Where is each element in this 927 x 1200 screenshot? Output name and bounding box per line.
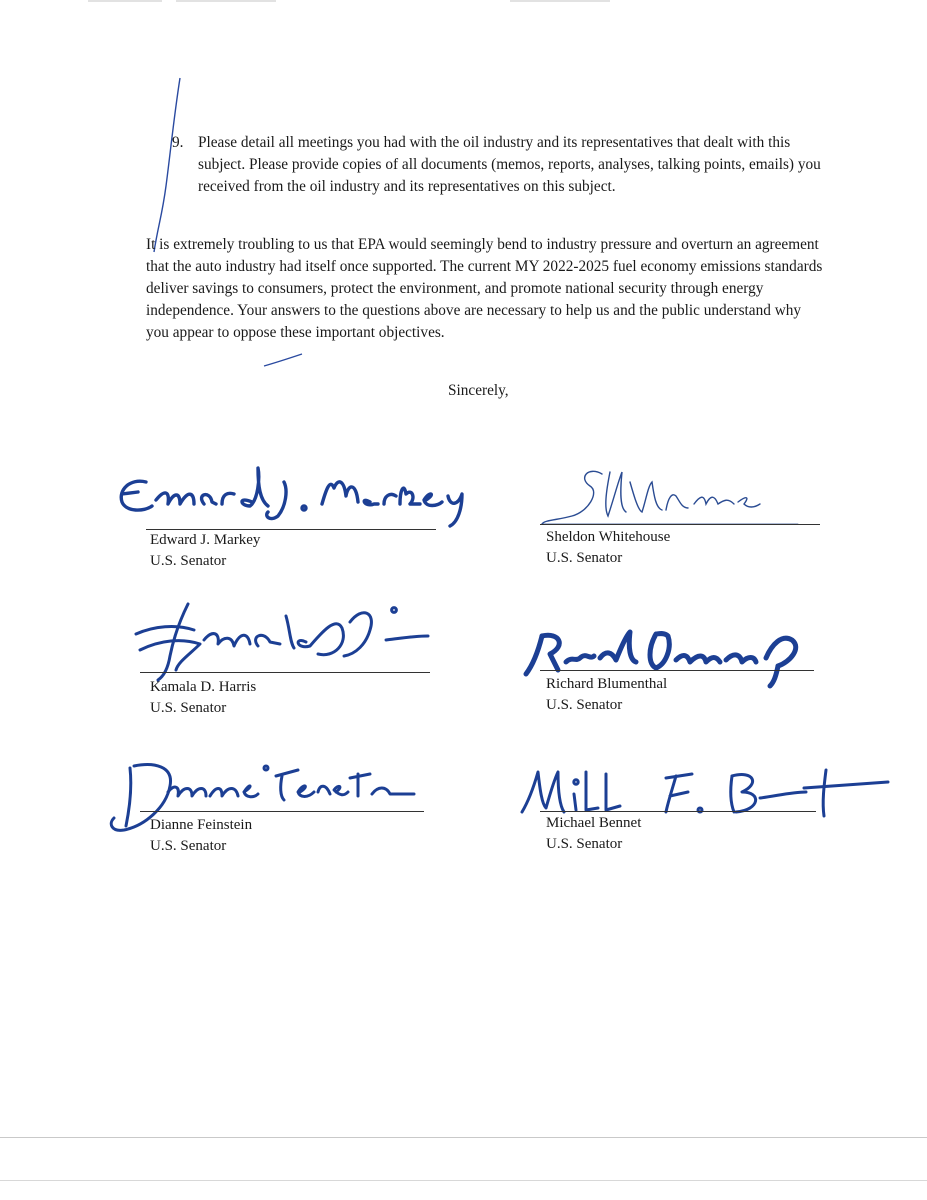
closing-salutation: Sincerely, xyxy=(448,382,509,399)
question-item-9 xyxy=(172,132,832,198)
signatory-title: U.S. Senator xyxy=(150,553,227,569)
body-paragraph: It is extremely troubling to us that EPA would seemingly bend to industry pressure and overturn an agreement that the auto industry had itself once supported. The current MY 2022-2025 fuel economy emissions standards deliver savings to consumers, protect the environment, and promote national security through energy independence. Your answers to the questions above are necessary to help us and the public understand why you appear to oppose these important objectives. xyxy=(146,236,823,341)
signatory-name: Michael Bennet xyxy=(546,815,642,831)
signatory-title: U.S. Senator xyxy=(150,838,227,854)
scan-bottom-edge xyxy=(0,1180,927,1181)
signature-line xyxy=(146,529,436,530)
signatory-name: Richard Blumenthal xyxy=(546,676,668,692)
item-text: Please detail all meetings you had with the oil industry and its representatives that dealt with this subject. Please provide copies of all documents (memos, reports, analyses, talking points, emails) you received from the oil industry and its representatives on this subject. xyxy=(198,134,821,195)
signature-line xyxy=(140,811,424,812)
scan-bottom-edge xyxy=(0,1137,927,1138)
signature-line xyxy=(540,811,816,812)
signature-whitehouse xyxy=(538,452,798,532)
signature-line xyxy=(540,670,814,671)
signatory-title: U.S. Senator xyxy=(546,836,623,852)
signatory-name: Edward J. Markey xyxy=(150,532,261,548)
item-number: 9. xyxy=(172,134,184,151)
scan-artifact xyxy=(176,0,276,2)
scan-artifact xyxy=(510,0,610,2)
signatory-title: U.S. Senator xyxy=(150,700,227,716)
margin-annotation-tick xyxy=(262,352,312,372)
signatory-name: Kamala D. Harris xyxy=(150,679,257,695)
scan-artifact xyxy=(88,0,162,2)
signature-line xyxy=(540,524,820,525)
signatory-title: U.S. Senator xyxy=(546,550,623,566)
signature-line xyxy=(140,672,430,673)
signature-markey xyxy=(108,460,488,530)
signatory-name: Sheldon Whitehouse xyxy=(546,529,671,545)
signatory-title: U.S. Senator xyxy=(546,697,623,713)
signatory-name: Dianne Feinstein xyxy=(150,817,253,833)
